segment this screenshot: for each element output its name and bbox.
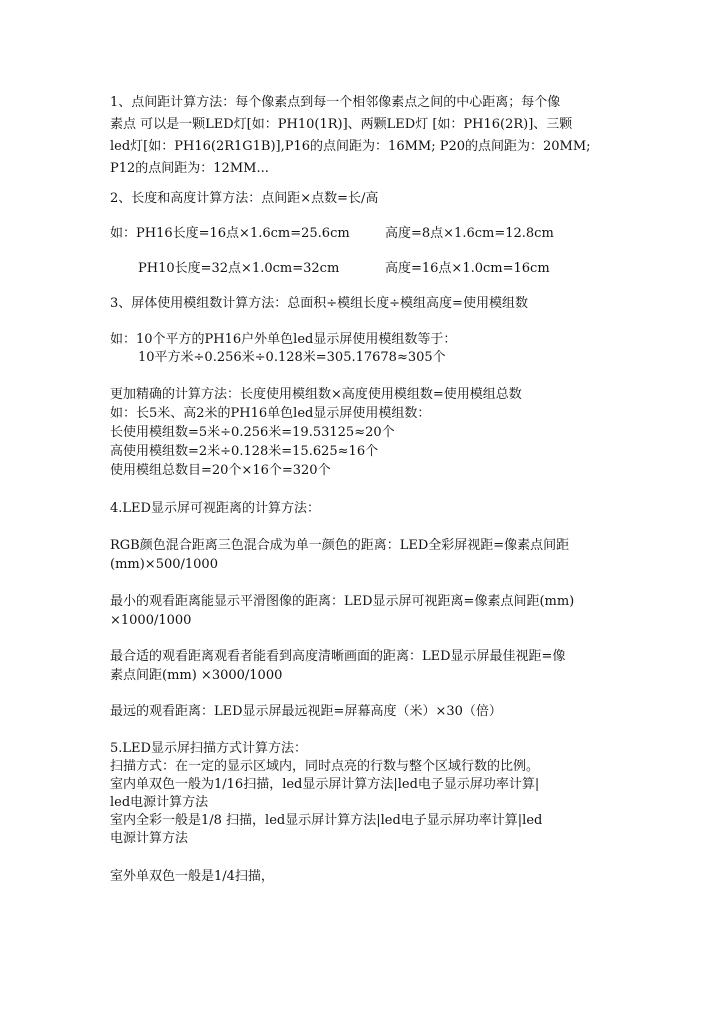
precise-method-example: 如：长5米、高2米的PH16单色led显示屏使用模组数： <box>110 406 431 421</box>
section-5-heading: 5.LED显示屏扫描方式计算方法： <box>110 741 307 756</box>
section-1-line-4: P12的点间距为：12MM... <box>110 161 269 176</box>
length-module-count: 长使用模组数=5米÷0.256米=19.53125≈20个 <box>110 425 395 440</box>
rgb-mixing-distance-line-2: (mm)×500/1000 <box>110 557 218 572</box>
section-2-heading: 2、长度和高度计算方法：点间距×点数=长/高 <box>110 191 379 206</box>
indoor-mono-scan-line-2: led电源计算方法 <box>110 795 209 810</box>
best-viewing-distance-line-1: 最合适的观看距离观看者能看到高度清晰画面的距离：LED显示屏最佳视距=像 <box>110 649 566 664</box>
min-viewing-distance-line-1: 最小的观看距离能显示平滑图像的距离：LED显示屏可视距离=像素点间距(mm) <box>110 594 575 609</box>
min-viewing-distance-line-2: ×1000/1000 <box>110 613 192 628</box>
rgb-mixing-distance-line-1: RGB颜色混合距离三色混合成为单一颜色的距离：LED全彩屏视距=像素点间距 <box>110 538 570 553</box>
section-3-example: 如：10个平方的PH16户外单色led显示屏使用模组数等于： <box>110 332 457 347</box>
indoor-full-color-scan-line-1: 室内全彩一般是1/8 扫描，led显示屏计算方法|led电子显示屏功率计算|led <box>110 813 543 828</box>
section-1-line-3: led灯[如：PH16(2R1G1B)],P16的点间距为：16MM; P20的点间距为：20MM; <box>110 139 591 154</box>
section-3-heading: 3、屏体使用模组数计算方法：总面积÷模组长度÷模组高度=使用模组数 <box>110 296 528 311</box>
max-viewing-distance: 最远的观看距离：LED显示屏最远视距=屏幕高度（米）×30（倍） <box>110 704 502 719</box>
best-viewing-distance-line-2: 素点间距(mm) ×3000/1000 <box>110 668 283 683</box>
indoor-full-color-scan-line-2: 电源计算方法 <box>110 831 189 846</box>
indoor-mono-scan-line-1: 室内单双色一般为1/16扫描，led显示屏计算方法|led电子显示屏功率计算| <box>110 777 540 792</box>
example-ph16-height: 高度=8点×1.6cm=12.8cm <box>385 226 554 241</box>
example-ph16-length: 如：PH16长度=16点×1.6cm=25.6cm <box>110 226 350 241</box>
section-3-example-calc: 10平方米÷0.256米÷0.128米=305.17678≈305个 <box>138 350 446 365</box>
precise-method-heading: 更加精确的计算方法：长度使用模组数×高度使用模组数=使用模组总数 <box>110 387 522 402</box>
example-ph10-height: 高度=16点×1.0cm=16cm <box>385 261 550 276</box>
outdoor-mono-scan: 室外单双色一般是1/4扫描， <box>110 869 274 884</box>
height-module-count: 高使用模组数=2米÷0.128米=15.625≈16个 <box>110 444 379 459</box>
total-module-count: 使用模组总数目=20个×16个=320个 <box>110 463 331 478</box>
scan-mode-definition: 扫描方式：在一定的显示区域内，同时点亮的行数与整个区域行数的比例。 <box>110 759 540 774</box>
section-1-line-2: 素点 可以是一颗LED灯[如：PH10(1R)]、两颗LED灯 [如：PH16(2R)]、三颗 <box>110 117 573 132</box>
example-ph10-length: PH10长度=32点×1.0cm=32cm <box>138 261 340 276</box>
section-1-line-1: 1、点间距计算方法：每个像素点到每一个相邻像素点之间的中心距离；每个像 <box>110 95 561 110</box>
section-4-heading: 4.LED显示屏可视距离的计算方法： <box>110 501 320 516</box>
